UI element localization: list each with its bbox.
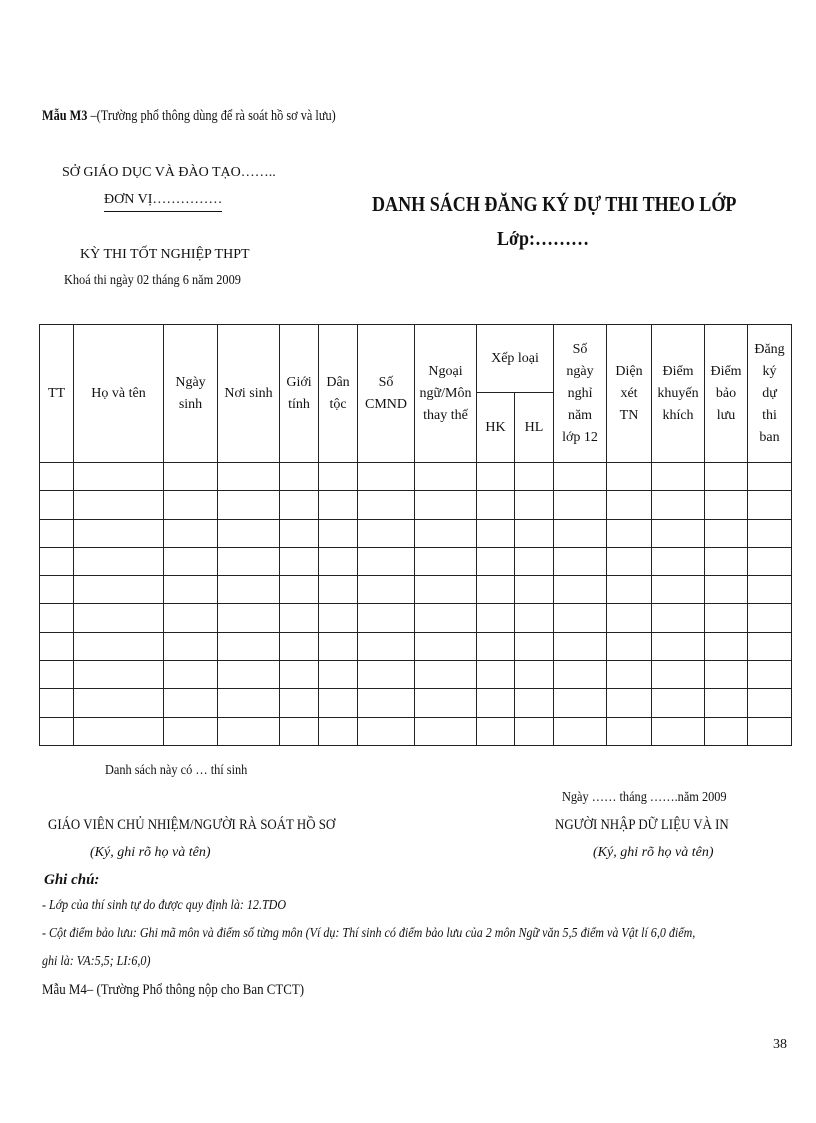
left-signature-title: GIÁO VIÊN CHỦ NHIỆM/NGƯỜI RÀ SOÁT HỒ SƠ: [48, 817, 336, 833]
table-cell: [705, 491, 748, 519]
col-header-birth-place: Nơi sinh: [218, 325, 280, 463]
table-cell: [40, 717, 74, 745]
table-cell: [218, 491, 280, 519]
table-cell: [319, 519, 358, 547]
table-cell: [319, 689, 358, 717]
table-cell: [218, 689, 280, 717]
table-cell: [515, 547, 554, 575]
table-cell: [477, 576, 515, 604]
col-header-ethnicity: Dân tộc: [319, 325, 358, 463]
table-cell: [705, 519, 748, 547]
table-cell: [515, 717, 554, 745]
table-cell: [74, 547, 164, 575]
table-cell: [607, 519, 652, 547]
table-cell: [164, 463, 218, 491]
table-cell: [554, 717, 607, 745]
page-number: 38: [773, 1037, 787, 1052]
table-cell: [280, 491, 319, 519]
table-row: [40, 661, 792, 689]
right-signature-title: NGƯỜI NHẬP DỮ LIỆU VÀ IN: [555, 817, 729, 833]
table-cell: [477, 463, 515, 491]
table-cell: [358, 463, 415, 491]
table-cell: [515, 632, 554, 660]
table-cell: [515, 519, 554, 547]
table-cell: [358, 576, 415, 604]
table-cell: [40, 576, 74, 604]
table-cell: [164, 661, 218, 689]
registration-table: [39, 324, 792, 746]
table-cell: [218, 661, 280, 689]
table-cell: [554, 491, 607, 519]
table-cell: [477, 717, 515, 745]
note-item: - Cột điểm bảo lưu: Ghi mã môn và điểm số từng môn (Ví dụ: Thí sinh có điểm bảo lưu của 2 môn Ngữ văn 5,5 điểm và Vật lí 6,0 điểm,: [42, 926, 696, 941]
table-cell: [652, 717, 705, 745]
table-cell: [652, 604, 705, 632]
table-cell: [74, 491, 164, 519]
table-cell: [415, 547, 477, 575]
department-title: SỞ GIÁO DỤC VÀ ĐÀO TẠO……..: [62, 165, 276, 180]
table-cell: [218, 604, 280, 632]
table-cell: [218, 632, 280, 660]
table-cell: [40, 689, 74, 717]
table-cell: [74, 576, 164, 604]
table-cell: [652, 463, 705, 491]
table-cell: [477, 604, 515, 632]
table-cell: [40, 547, 74, 575]
table-cell: [319, 661, 358, 689]
table-cell: [164, 717, 218, 745]
table-cell: [280, 632, 319, 660]
table-cell: [515, 576, 554, 604]
table-cell: [477, 661, 515, 689]
table-row: [40, 547, 792, 575]
table-cell: [415, 604, 477, 632]
table-row: [40, 519, 792, 547]
table-cell: [74, 661, 164, 689]
table-cell: [652, 632, 705, 660]
table-cell: [515, 661, 554, 689]
table-cell: [74, 632, 164, 660]
table-cell: [40, 491, 74, 519]
table-cell: [280, 547, 319, 575]
table-cell: [218, 717, 280, 745]
table-cell: [477, 547, 515, 575]
unit-line: ĐƠN VỊ……………: [104, 192, 222, 212]
table-cell: [415, 632, 477, 660]
table-cell: [74, 689, 164, 717]
col-header-rating-hl: HL: [515, 393, 554, 463]
table-cell: [164, 689, 218, 717]
table-cell: [748, 689, 792, 717]
next-form-description: – (Trường Phổ thông nộp cho Ban CTCT): [86, 982, 305, 998]
table-cell: [705, 661, 748, 689]
table-cell: [607, 547, 652, 575]
table-cell: [40, 661, 74, 689]
table-cell: [358, 491, 415, 519]
table-cell: [358, 547, 415, 575]
table-cell: [607, 576, 652, 604]
col-header-rating: Xếp loại: [477, 325, 554, 393]
table-cell: [319, 547, 358, 575]
table-cell: [74, 604, 164, 632]
table-cell: [74, 463, 164, 491]
col-header-foreign-language: Ngoại ngữ/Môn thay thế: [415, 325, 477, 463]
table-cell: [748, 519, 792, 547]
table-cell: [358, 604, 415, 632]
table-cell: [705, 547, 748, 575]
table-cell: [607, 689, 652, 717]
next-form-code: Mẫu M4: [42, 982, 87, 998]
table-cell: [40, 632, 74, 660]
table-cell: [607, 661, 652, 689]
note-item: ghi là: VA:5,5; LI:6,0): [42, 954, 151, 969]
table-cell: [319, 576, 358, 604]
table-row: [40, 463, 792, 491]
table-cell: [477, 519, 515, 547]
table-cell: [164, 604, 218, 632]
table-cell: [280, 519, 319, 547]
table-cell: [40, 463, 74, 491]
table-cell: [40, 604, 74, 632]
table-row: [40, 632, 792, 660]
table-cell: [415, 717, 477, 745]
col-header-reserved-points: Điểm bảo lưu: [705, 325, 748, 463]
table-cell: [415, 491, 477, 519]
col-header-rating-hk: HK: [477, 393, 515, 463]
col-header-bonus-points: Điểm khuyến khích: [652, 325, 705, 463]
notes-heading: Ghi chú:: [44, 872, 100, 888]
table-cell: [415, 519, 477, 547]
table-cell: [607, 632, 652, 660]
table-cell: [554, 547, 607, 575]
table-cell: [319, 604, 358, 632]
col-header-tt: TT: [40, 325, 74, 463]
table-cell: [652, 491, 705, 519]
table-cell: [705, 463, 748, 491]
note-item: - Lớp của thí sinh tự do được quy định là: 12.TDO: [42, 898, 287, 913]
table-cell: [652, 689, 705, 717]
table-cell: [607, 717, 652, 745]
col-header-absent-days: Số ngày nghỉ năm lớp 12: [554, 325, 607, 463]
col-header-id-number: Số CMND: [358, 325, 415, 463]
exam-name: KỲ THI TỐT NGHIỆP THPT: [80, 247, 250, 262]
table-cell: [164, 491, 218, 519]
class-line: Lớp:………: [497, 228, 589, 250]
table-cell: [164, 519, 218, 547]
table-cell: [218, 576, 280, 604]
form-code-line: [42, 108, 336, 125]
table-cell: [554, 519, 607, 547]
left-signature-note: (Ký, ghi rõ họ và tên): [90, 845, 211, 860]
table-cell: [280, 717, 319, 745]
table-cell: [358, 717, 415, 745]
table-cell: [748, 717, 792, 745]
table-cell: [748, 632, 792, 660]
table-cell: [748, 661, 792, 689]
document-title: DANH SÁCH ĐĂNG KÝ DỰ THI THEO LỚP: [372, 192, 737, 216]
table-cell: [748, 491, 792, 519]
col-header-register-track: Đăng ký dự thi ban: [748, 325, 792, 463]
table-cell: [358, 632, 415, 660]
right-signature-note: (Ký, ghi rõ họ và tên): [593, 845, 714, 860]
col-header-gender: Giới tính: [280, 325, 319, 463]
table-cell: [748, 463, 792, 491]
table-cell: [40, 519, 74, 547]
table-cell: [358, 519, 415, 547]
table-cell: [280, 463, 319, 491]
table-cell: [415, 463, 477, 491]
table-cell: [280, 661, 319, 689]
table-cell: [74, 519, 164, 547]
table-cell: [705, 689, 748, 717]
table-cell: [319, 463, 358, 491]
table-cell: [607, 491, 652, 519]
table-cell: [477, 491, 515, 519]
table-cell: [515, 689, 554, 717]
col-header-full-name: Họ và tên: [74, 325, 164, 463]
date-line: Ngày …… tháng …….năm 2009: [562, 790, 727, 805]
table-cell: [218, 463, 280, 491]
table-cell: [358, 661, 415, 689]
table-cell: [705, 576, 748, 604]
table-cell: [652, 547, 705, 575]
table-cell: [748, 576, 792, 604]
table-cell: [748, 547, 792, 575]
table-cell: [415, 689, 477, 717]
table-row: [40, 576, 792, 604]
table-cell: [280, 604, 319, 632]
table-cell: [415, 661, 477, 689]
table-cell: [164, 576, 218, 604]
table-cell: [358, 689, 415, 717]
table-cell: [477, 689, 515, 717]
table-cell: [607, 463, 652, 491]
table-body: [40, 463, 792, 746]
table-row: [40, 717, 792, 745]
table-cell: [652, 661, 705, 689]
table-cell: [554, 463, 607, 491]
table-cell: [554, 661, 607, 689]
table-cell: [319, 632, 358, 660]
table-cell: [554, 689, 607, 717]
table-cell: [319, 491, 358, 519]
table-cell: [74, 717, 164, 745]
table-cell: [705, 632, 748, 660]
table-cell: [515, 491, 554, 519]
table-row: [40, 604, 792, 632]
table-cell: [652, 519, 705, 547]
table-cell: [554, 632, 607, 660]
table-cell: [554, 604, 607, 632]
col-header-birth-date: Ngày sinh: [164, 325, 218, 463]
table-cell: [164, 547, 218, 575]
form-code: Mẫu M3: [42, 108, 88, 124]
table-cell: [705, 717, 748, 745]
table-cell: [652, 576, 705, 604]
exam-date: Khoá thi ngày 02 tháng 6 năm 2009: [64, 273, 241, 288]
table-cell: [164, 632, 218, 660]
table-cell: [554, 576, 607, 604]
next-form-line: [42, 982, 304, 999]
table-cell: [607, 604, 652, 632]
candidate-count-note: Danh sách này có … thí sinh: [105, 763, 248, 778]
table-row: [40, 689, 792, 717]
table-cell: [477, 632, 515, 660]
table-cell: [218, 547, 280, 575]
form-description: –(Trường phổ thông dùng để rà soát hồ sơ và lưu): [87, 108, 336, 124]
table-row: [40, 491, 792, 519]
table-cell: [515, 463, 554, 491]
table-cell: [280, 576, 319, 604]
table-cell: [280, 689, 319, 717]
table-cell: [705, 604, 748, 632]
table-cell: [319, 717, 358, 745]
col-header-category: Diện xét TN: [607, 325, 652, 463]
table-cell: [748, 604, 792, 632]
table-cell: [415, 576, 477, 604]
table-cell: [218, 519, 280, 547]
table-cell: [515, 604, 554, 632]
